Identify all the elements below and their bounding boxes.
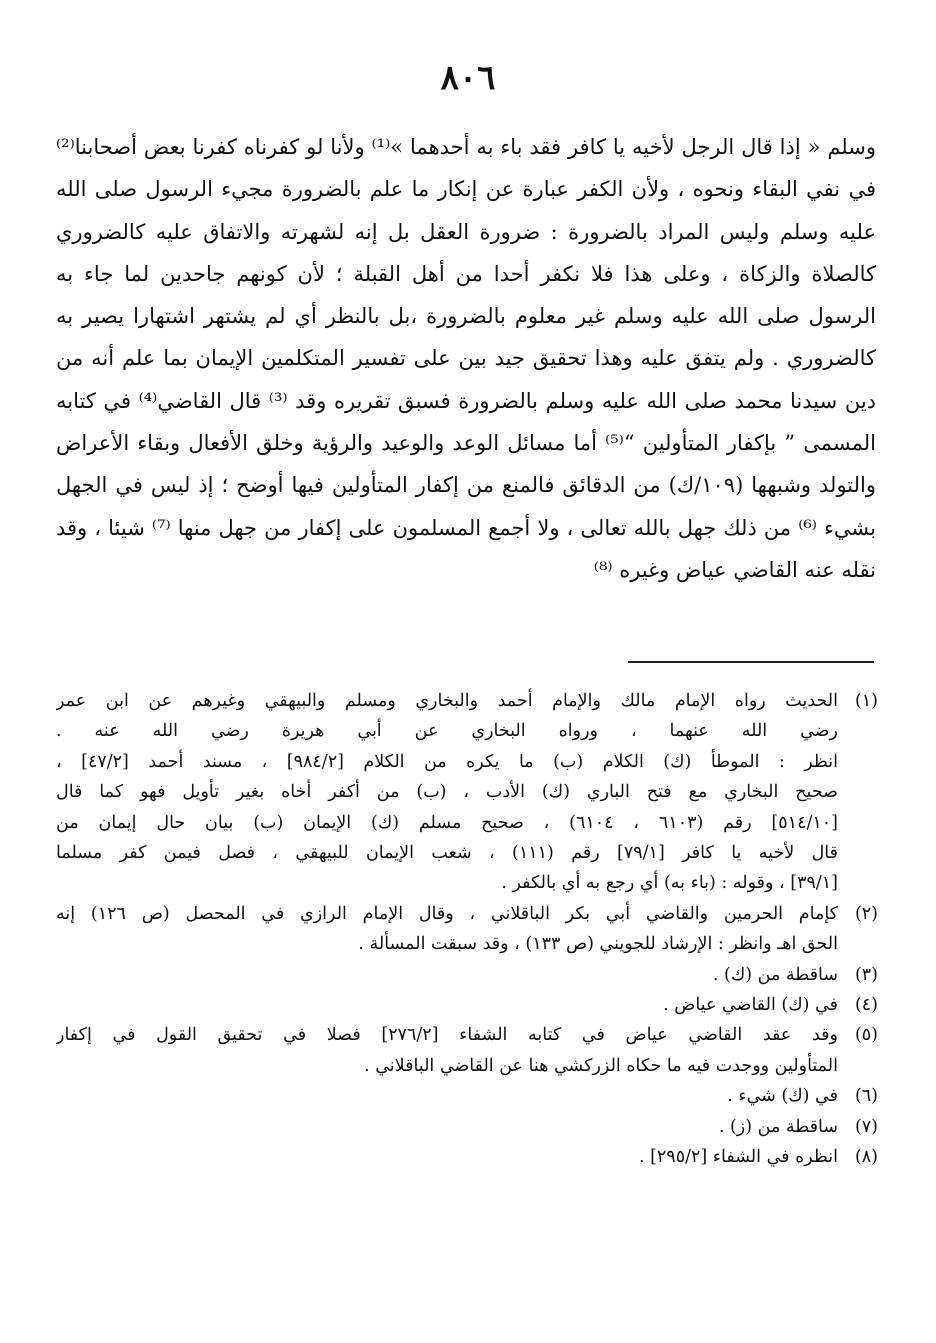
footnote-text (56, 990, 838, 1020)
footnote-separator (628, 661, 874, 663)
page-number: ٨٠٦ (440, 58, 496, 98)
footnote-number: (٨) (854, 1147, 878, 1168)
footnote-line: [٣٩/١] ، وقوله : (باء به) أي رجع به أي بالكفر . (501, 873, 838, 894)
footnote-text (56, 1020, 838, 1081)
footnote-line: في (ك) القاضي عياض . (663, 995, 838, 1016)
footnotes-section (56, 686, 878, 1173)
footnote-text (56, 686, 838, 899)
footnote-line: انظر : الموطأ (ك) الكلام (ب) ما يكره من الكلام [٩٨٤/٢] ، مسند أحمد [٤٧/٢] ، (56, 751, 838, 772)
footnote-line: كإمام الحرمين والقاضي أبي بكر الباقلاني ، وقال الإمام الرازي في المحصل (ص ١٢٦) إنه (56, 903, 838, 924)
footnote-number: (٧) (854, 1116, 878, 1137)
footnote (56, 1112, 878, 1142)
footnote-line: انظره في الشفاء [٢٩٥/٢] . (638, 1147, 838, 1168)
footnote (56, 899, 878, 960)
footnote-text (56, 1112, 838, 1142)
main-paragraph: وسلم « إذا قال الرجل لأخيه يا كافر فقد باء به أحدهما »⁽¹⁾ ولأنا لو كفرناه كفرنا بعض أصحابنا⁽²⁾ في نفي البقاء ونحوه ، ولأن الكفر عبارة عن إنكار ما علم بالضرورة مجيء الرسول صلى الله عليه وسلم وليس المراد بالضرورة : ضرورة العقل بل إنه لشهرته والاتفاق عليه كالضروري كالصلاة والزكاة ، وعلى هذا فلا نكفر أحدا من أهل القبلة ؛ لأن كونهم جاحدين لما جاء به الرسول صلى الله عليه وسلم غير معلوم بالضرورة ،بل بالنظر أي لم يشتهر اشتهارا يصير به كالضروري . ولم يتفق عليه وهذا تحقيق جيد بين على تفسير المتكلمين الإيمان بما علم أنه من دين سيدنا محمد صلى الله عليه وسلم بالضرورة فسبق تقريره وقد ⁽³⁾ قال القاضي⁽⁴⁾ في كتابه المسمى ” بإكفار المتأولين “⁽⁵⁾ أما مسائل الوعد والوعيد والرؤية وخلق الأفعال وبقاء الأعراض والتولد وشبهها (١٠٩/ك) من الدقائق فالمنع من إكفار المتأولين فيها أوضح ؛ إذ ليس في الجهل بشيء ⁽⁶⁾ من ذلك جهل بالله تعالى ، ولا أجمع المسلمون على إكفار من جهل منها ⁽⁷⁾ شيئا ، وقد نقله عنه القاضي عياض وغيره ⁽⁸⁾ (56, 135, 877, 582)
footnote-line: الحق اهـ وانظر : الإرشاد للجويني (ص ١٣٣) ، وقد سبقت المسألة . (358, 934, 838, 955)
footnote-number: (٦) (854, 1086, 878, 1107)
footnote-text (56, 1081, 838, 1111)
footnote (56, 1142, 878, 1172)
footnote (56, 960, 878, 990)
main-text-block (56, 126, 876, 591)
footnote-number: (٣) (854, 964, 878, 985)
footnote-line: [٥١٤/١٠] رقم (٦١٠٣ ، ٦١٠٤) ، صحيح مسلم (ك) الإيمان (ب) بيان حال إيمان من (56, 812, 838, 833)
footnote-line: في (ك) شيء . (727, 1086, 838, 1107)
footnote (56, 1020, 878, 1081)
footnote-line: وقد عقد القاضي عياض في كتابه الشفاء [٢٧٦/٢] فصلا في تحقيق القول في إكفار (56, 1025, 838, 1046)
footnote-text (56, 960, 838, 990)
footnote (56, 1081, 878, 1111)
footnote-line: رضي الله عنهما ، ورواه البخاري عن أبي هريرة رضي الله عنه . (56, 721, 838, 742)
footnote (56, 686, 878, 899)
footnote-line: الحديث رواه الإمام مالك والإمام أحمد والبخاري ومسلم والبيهقي وغيرهم عن ابن عمر (56, 691, 838, 711)
footnote-number: (٢) (854, 903, 878, 924)
footnote-line: قال لأخيه يا كافر [٧٩/١] رقم (١١١) ، شعب الإيمان للبيهقي ، فصل فيمن كفر مسلما (56, 843, 838, 864)
footnote-text (56, 1142, 838, 1172)
footnote-number: (٤) (854, 995, 878, 1016)
footnote-line: صحيح البخاري مع فتح الباري (ك) الأدب ، (ب) من أكفر أخاه بغير تأويل فهو كما قال (56, 782, 838, 803)
footnote (56, 990, 878, 1020)
footnote-text (56, 899, 838, 960)
footnote-line: المتأولين ووجدت فيه ما حكاه الزركشي هنا عن القاضي الباقلاني . (364, 1055, 838, 1076)
footnote-number: (١) (854, 691, 878, 711)
footnote-line: ساقطة من (ز) . (718, 1116, 838, 1137)
footnote-line: ساقطة من (ك) . (712, 964, 838, 985)
footnote-number: (٥) (854, 1025, 878, 1046)
